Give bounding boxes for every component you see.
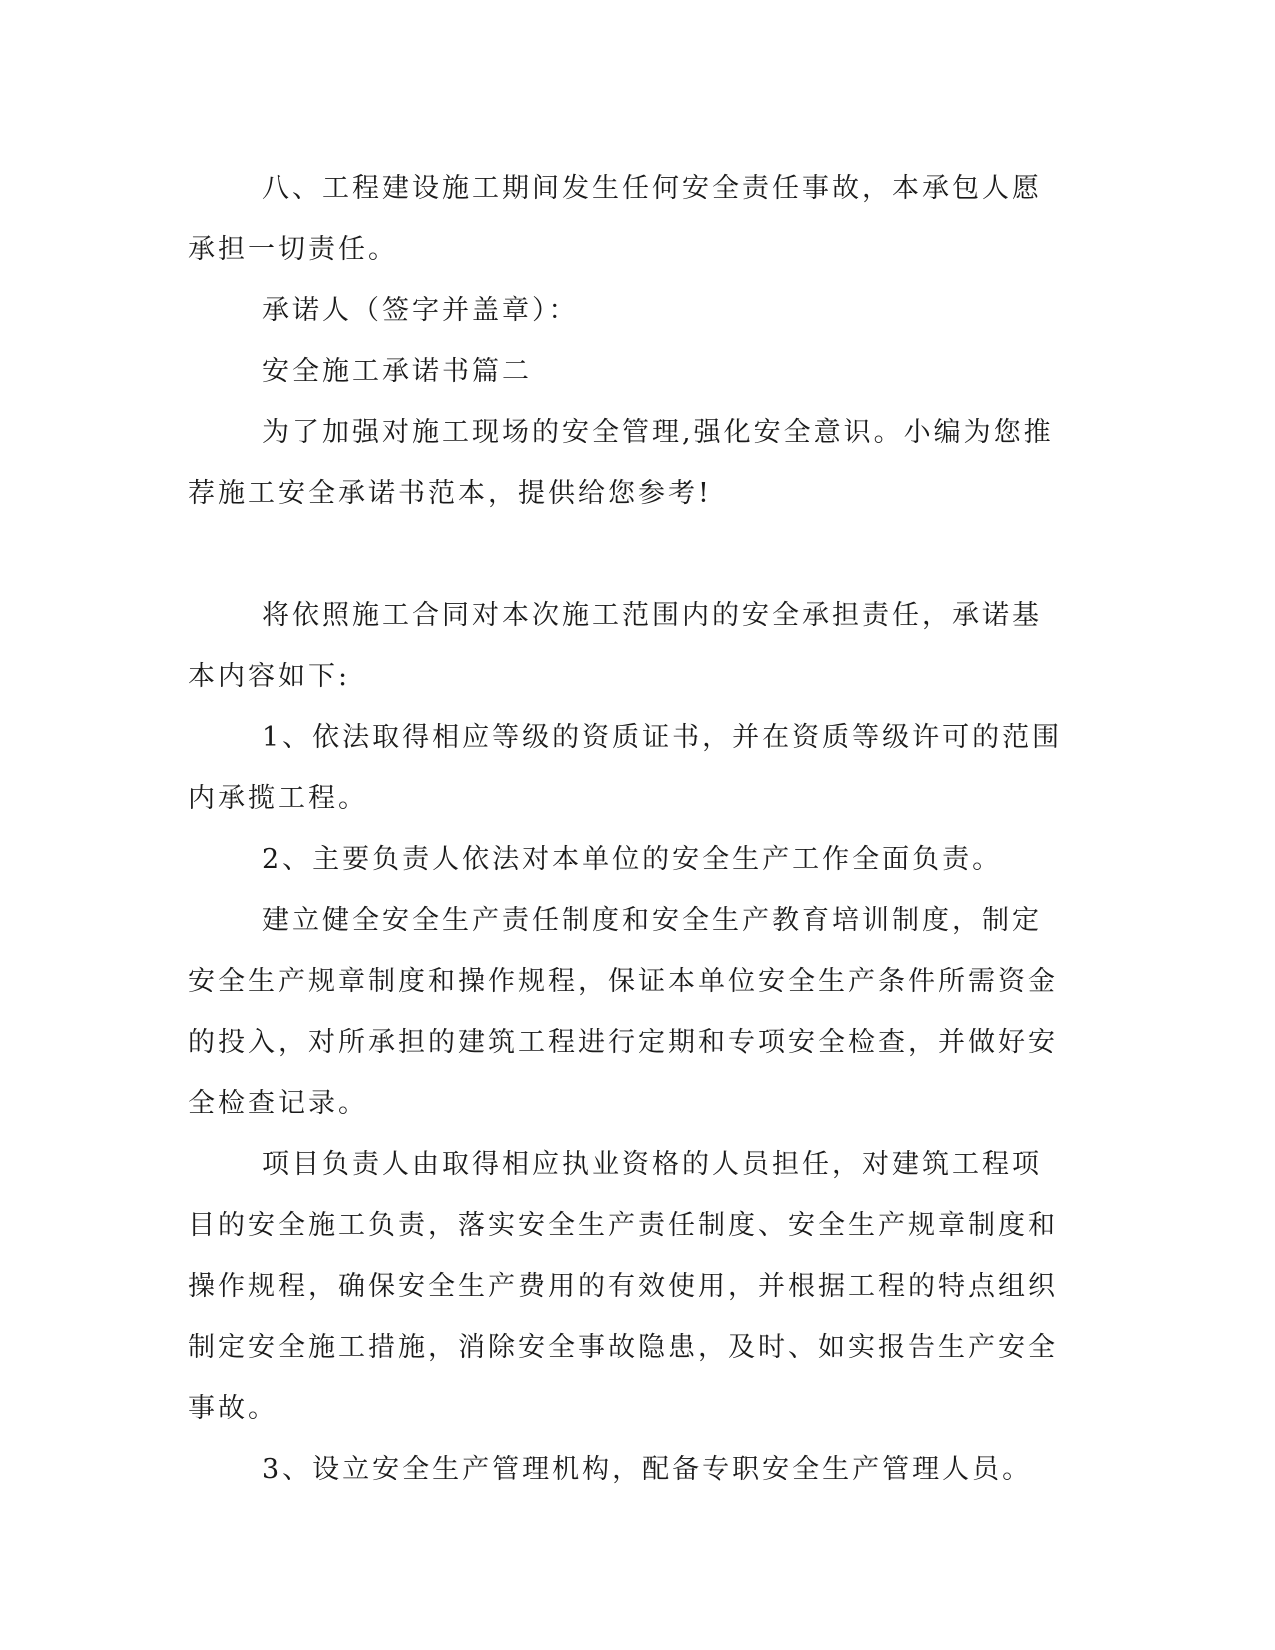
document-body	[188, 158, 1068, 1500]
paragraph-intro: 为了加强对施工现场的安全管理,强化安全意识。小编为您推荐施工安全承诺书范本，提供给您参考!	[188, 417, 1054, 509]
paragraph-clause-eight: 八、工程建设施工期间发生任何安全责任事故，本承包人愿承担一切责任。	[188, 173, 1042, 265]
paragraph-project-leader: 项目负责人由取得相应执业资格的人员担任，对建筑工程项目的安全施工负责，落实安全生产责任制度、安全生产规章制度和操作规程，确保安全生产费用的有效使用，并根据工程的特点组织制定安全施工措施，消除安全事故隐患，及时、如实报告生产安全事故。	[188, 1149, 1058, 1424]
paragraph-item-one: 1、依法取得相应等级的资质证书，并在资质等级许可的范围内承揽工程。	[188, 722, 1063, 814]
paragraph-commitment-lead: 将依照施工合同对本次施工范围内的安全承担责任，承诺基本内容如下:	[188, 600, 1042, 692]
paragraph-signatory: 承诺人（签字并盖章）：	[262, 295, 579, 326]
blank-line	[188, 524, 1068, 585]
paragraph-item-three: 3、设立安全生产管理机构，配备专职安全生产管理人员。	[262, 1454, 1033, 1485]
paragraph-item-two: 2、主要负责人依法对本单位的安全生产工作全面负责。	[262, 844, 1003, 875]
paragraph-section-title: 安全施工承诺书篇二	[262, 356, 532, 387]
paragraph-responsibility-system: 建立健全安全生产责任制度和安全生产教育培训制度，制定安全生产规章制度和操作规程，保证本单位安全生产条件所需资金的投入，对所承担的建筑工程进行定期和专项安全检查，并做好安全检查记录。	[188, 905, 1058, 1119]
